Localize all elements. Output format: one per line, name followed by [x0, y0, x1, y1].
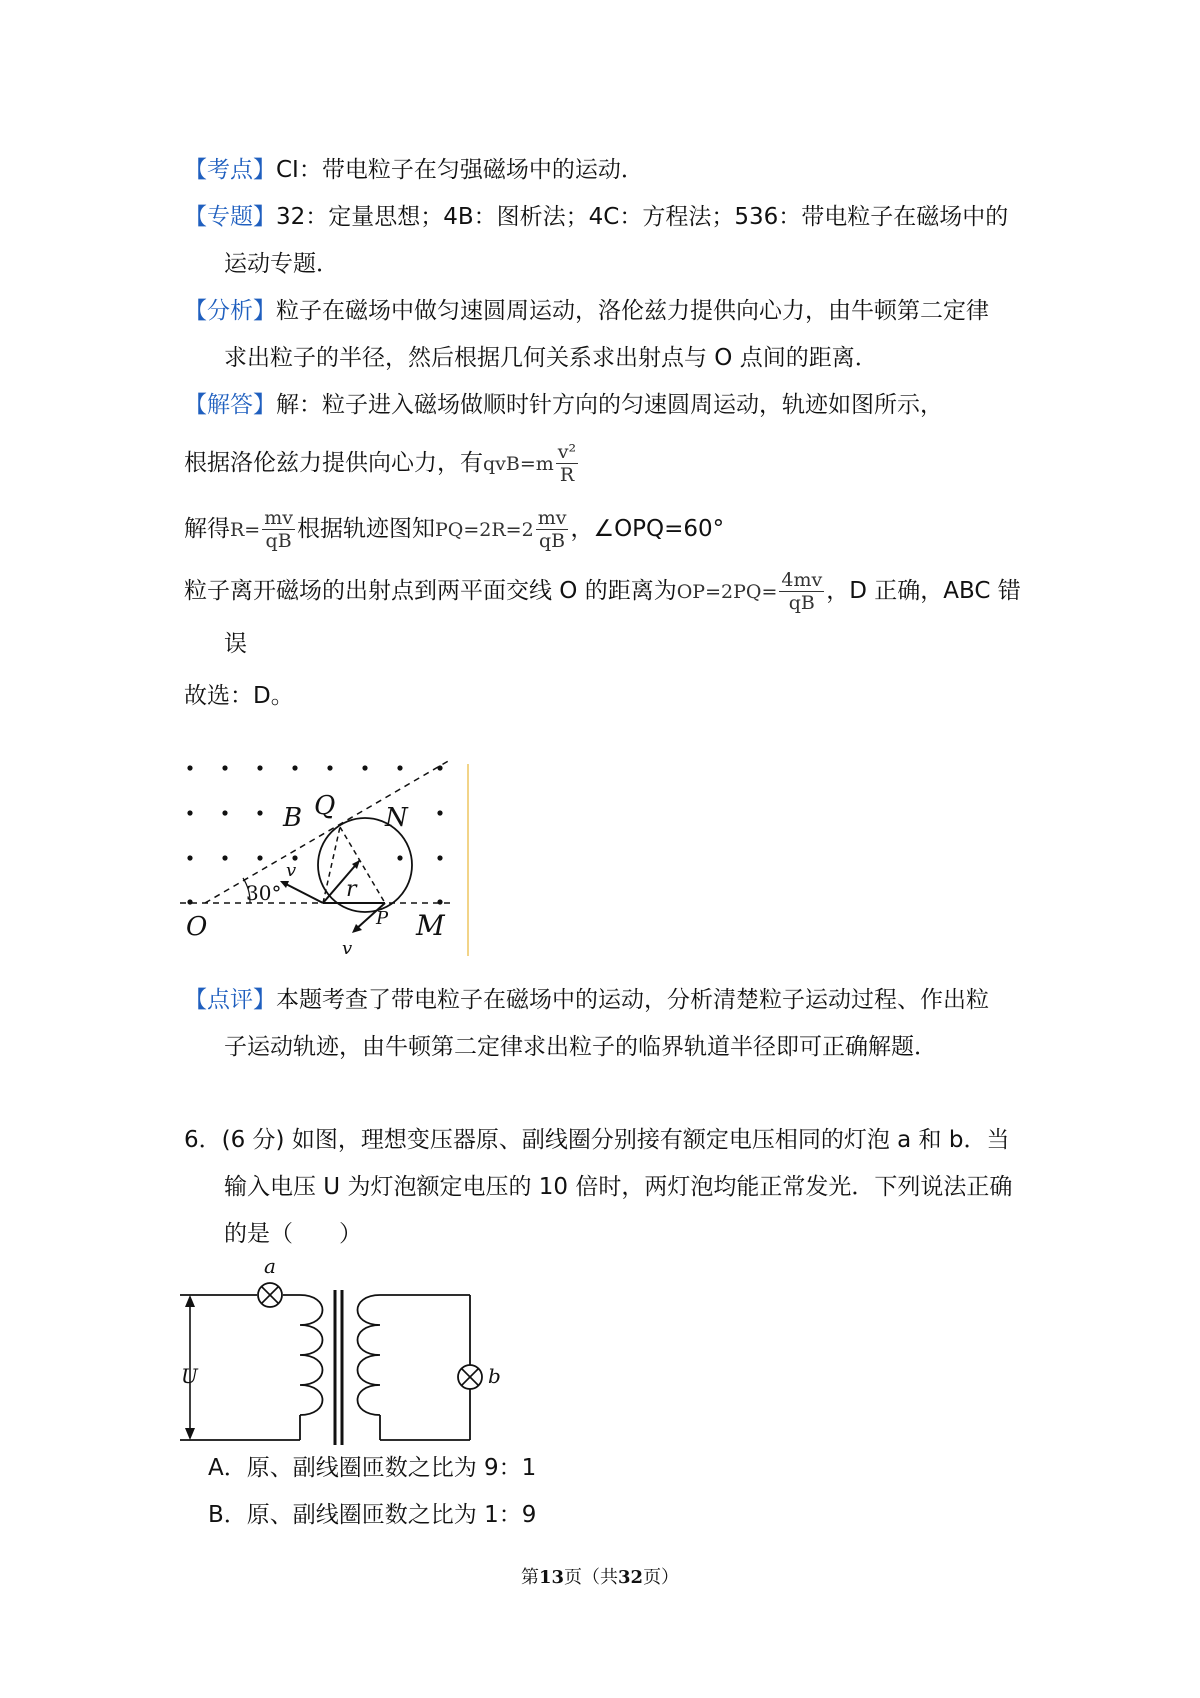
- answer-line: 故选：D。: [184, 683, 294, 709]
- q6-options: [208, 1445, 1048, 1539]
- label-N: N: [385, 803, 408, 833]
- kaodian-line: [184, 147, 1024, 194]
- label-v1: v: [286, 860, 297, 881]
- dianping-text: 本题考查了带电粒子在磁场中的运动，分析清楚粒子运动过程、作出粒: [276, 987, 989, 1013]
- solve-line: [184, 497, 1024, 561]
- transformer-circuit-figure: [180, 1255, 520, 1450]
- q6-stem-line-2: 输入电压 U 为灯泡额定电压的 10 倍时，两灯泡均能正常发光．下列说法正确: [224, 1174, 1013, 1200]
- exit-line-cont: 误: [224, 631, 247, 657]
- eq2-fraction: [262, 507, 295, 552]
- field-dots: [187, 765, 442, 904]
- solve-mid-text: 根据轨迹图知: [297, 516, 435, 542]
- eq2-denominator: qB: [265, 530, 292, 552]
- label-30: 30°: [246, 881, 282, 905]
- dianping-line: [184, 977, 1024, 1024]
- fenxi-line-cont: 求出粒子的半径，然后根据几何关系求出射点与 O 点间的距离．: [224, 345, 878, 371]
- eq3-fraction: [536, 507, 569, 552]
- fenxi-tag: 【分析】: [184, 298, 276, 324]
- zhuanti-line-cont: 运动专题．: [224, 251, 339, 277]
- dianping-tag: 【点评】: [184, 987, 276, 1013]
- solve-text: 解得: [184, 516, 230, 542]
- eq4-denominator: qB: [788, 592, 815, 614]
- zhuanti-line: [184, 194, 1024, 241]
- lamp-a-icon: [258, 1283, 282, 1307]
- secondary-circuit: [358, 1295, 471, 1440]
- label-U: U: [181, 1364, 198, 1388]
- eq1-lhs: qvB=m: [483, 453, 554, 475]
- footer-total-pages: 32: [618, 1567, 644, 1588]
- eq4-fraction: [779, 569, 824, 614]
- voltage-arrowhead-top: [185, 1295, 195, 1307]
- eq4-lhs: OP=2PQ=: [676, 581, 778, 603]
- exit-line: [184, 561, 1024, 621]
- eq3-numerator: mv: [537, 507, 567, 529]
- footer-pre: 第: [520, 1567, 539, 1588]
- fenxi-text: 粒子在磁场中做匀速圆周运动，洛伦兹力提供向心力，由牛顿第二定律: [276, 298, 989, 324]
- eq1-denominator: R: [559, 464, 575, 486]
- q6-stem-line-1: 6．(6 分) 如图，理想变压器原、副线圈分别接有额定电压相同的灯泡 a 和 b．当: [184, 1127, 1010, 1153]
- jieda-tag: 【解答】: [184, 392, 276, 418]
- eq3-denominator: qB: [539, 530, 566, 552]
- label-Q: Q: [314, 791, 336, 821]
- q6-stem-line-3: 的是（ ）: [224, 1221, 362, 1247]
- exit-end-text: ，D 正确，ABC 错: [826, 578, 1021, 604]
- velocity-arrow-1: [282, 882, 323, 903]
- label-M: M: [416, 909, 445, 942]
- magnetic-field-figure: [180, 760, 490, 960]
- eq2-numerator: mv: [264, 507, 293, 529]
- label-v2: v: [342, 938, 353, 959]
- primary-circuit: [180, 1295, 323, 1440]
- fenxi-line: [184, 288, 1024, 335]
- label-b: b: [488, 1364, 501, 1388]
- zhuanti-text: 32：定量思想；4B：图析法；4C：方程法；536：带电粒子在磁场中的: [276, 204, 1009, 230]
- eq4-numerator: 4mv: [781, 569, 823, 591]
- jieda-text: 解：粒子进入磁场做顺时针方向的匀速圆周运动，轨迹如图所示，: [276, 392, 943, 418]
- analysis-section: [184, 147, 1024, 720]
- footer-page-number: 13: [538, 1567, 564, 1588]
- question-6: [184, 1117, 1024, 1258]
- force-text: 根据洛伦兹力提供向心力，有: [184, 450, 483, 476]
- jieda-line: [184, 382, 1024, 429]
- kaodian-text: CI：带电粒子在匀强磁场中的运动．: [276, 157, 644, 183]
- solve-end-text: ，∠OPQ=60°: [570, 516, 725, 542]
- option-b: B．原、副线圈匝数之比为 1：9: [208, 1502, 537, 1528]
- force-equation-line: [184, 429, 1024, 497]
- eq1-numerator: v²: [557, 441, 577, 463]
- page-footer: [0, 1563, 1200, 1589]
- exit-text: 粒子离开磁场的出射点到两平面交线 O 的距离为: [184, 578, 677, 604]
- eq1-fraction: [556, 441, 578, 486]
- label-B: B: [283, 803, 303, 833]
- dianping-line-cont: 子运动轨迹，由牛顿第二定律求出粒子的临界轨道半径即可正确解题．: [224, 1034, 937, 1060]
- zhuanti-tag: 【专题】: [184, 204, 276, 230]
- dianping-section: [184, 977, 1024, 1071]
- eq2-lhs: R=: [230, 519, 261, 541]
- kaodian-tag: 【考点】: [184, 157, 276, 183]
- label-P: P: [376, 908, 389, 929]
- option-a: A．原、副线圈匝数之比为 9：1: [208, 1455, 537, 1481]
- label-r: r: [346, 877, 357, 902]
- label-O: O: [186, 912, 208, 942]
- transformer-core: [335, 1290, 342, 1445]
- footer-mid: 页（共: [564, 1567, 618, 1588]
- lamp-b-icon: [458, 1365, 482, 1389]
- voltage-arrowhead-bottom: [185, 1428, 195, 1440]
- label-a: a: [264, 1255, 276, 1278]
- eq3-lhs: PQ=2R=2: [435, 519, 534, 541]
- footer-post: 页）: [643, 1567, 680, 1588]
